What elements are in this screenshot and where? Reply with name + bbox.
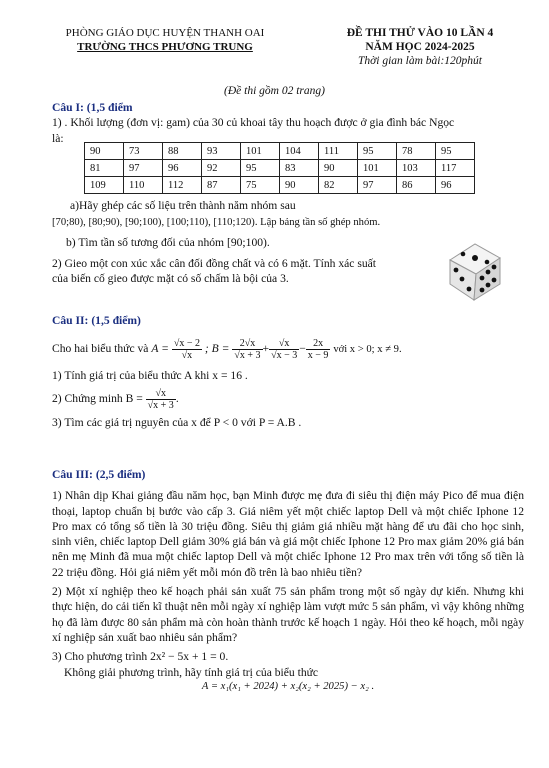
- dice-image: [444, 238, 506, 304]
- q1-task-a-2: [70;80), [80;90), [90;100), [100;110), [110;120). Lập bảng tần số ghép nhóm.: [52, 217, 381, 229]
- question-2: [52, 313, 524, 430]
- table-cell: 92: [202, 160, 241, 177]
- table-cell: 86: [397, 177, 436, 194]
- q3-part3-instruction: Không giải phương trình, hãy tính giá trị của biểu thức: [64, 665, 319, 679]
- table-cell: 96: [163, 160, 202, 177]
- table-cell: 110: [124, 177, 163, 194]
- q1-part1-text: 1) . Khối lượng (đơn vị: gam) của 30 củ khoai tây thu hoạch được ở gia đình bác Ngọc: [52, 116, 455, 130]
- question-1-heading: Câu I: (1,5 điểm: [52, 101, 133, 114]
- q1-part1-text-2: là:: [52, 131, 64, 145]
- q2-part3: 3) Tìm các giá trị nguyên của x để P < 0 với P = A.B .: [52, 415, 302, 429]
- table-cell: 103: [397, 160, 436, 177]
- table-cell: 78: [397, 143, 436, 160]
- exam-title: ĐỀ THI THỬ VÀO 10 LẦN 4: [346, 27, 494, 39]
- question-1: [52, 100, 524, 146]
- q3-part3: 3) Cho phương trình 2x² − 5x + 1 = 0.: [52, 650, 229, 664]
- q3-part1: 1) Nhân dịp Khai giảng đầu năm học, bạn Minh được mẹ đưa đi siêu thị điện máy Pico để mua điện thoại, laptop chuẩn bị bước vào cấp 3. Giá niêm yết một chiếc laptop Dell và một chiếc Iphone 12 Pro max có tổng số tiền là 30 triệu đồng. Siêu thị giảm giá nhiều mặt hàng để ưu đãi cho học sinh, sinh viên, chiếc laptop Dell giảm 30% giá bán và giá một chiếc Iphone 12 Pro max giảm 20% giá bán nên mẹ Minh đã mua một chiếc laptop Dell và một chiếc Iphone 12 Pro max trên với tổng số tiền là 22 triệu đồng. Hỏi giá niêm yết mỗi món đồ trên là bao nhiêu tiền?: [52, 489, 524, 579]
- table-row: [85, 177, 475, 194]
- table-cell: 112: [163, 177, 202, 194]
- page-count-note: (Đề thi gồm 02 trang): [224, 85, 325, 97]
- table-cell: 97: [124, 160, 163, 177]
- q2-intro: Cho hai biểu thức và A = $\frac{√x - 2}{√x}$ ; B = $\frac{2√x}{√x + 3}$ + $\frac{√x}{√x - 3}$ − $\frac{2x}{x - 9}$ với x > 0; x ≠ 9.: [52, 338, 402, 362]
- q2-part2: 2) Chứng minh B = $\frac{√x}{√x + 3}$ .: [52, 387, 179, 411]
- question-3-heading: Câu III: (2,5 điểm): [52, 468, 146, 481]
- exam-time: Thời gian làm bài:120phút: [357, 55, 483, 67]
- q3-part3-expression: A = x₁(x₁ + 2024) + x₂(x₂ + 2025) − x₂ .: [201, 680, 375, 692]
- table-cell: 104: [280, 143, 319, 160]
- exam-header: [0, 26, 549, 82]
- table-cell: 88: [163, 143, 202, 160]
- header-left: [50, 26, 280, 54]
- q1-task-a-1: a)Hãy ghép các số liệu trên thành năm nhóm sau: [70, 199, 296, 212]
- table-cell: 93: [202, 143, 241, 160]
- q1-part2-2: của biến cố gieo được mặt có số chấm là bội của 3.: [52, 271, 289, 285]
- table-cell: 90: [280, 177, 319, 194]
- school-name: TRƯỜNG THCS PHƯƠNG TRUNG: [77, 41, 253, 53]
- school-year: NĂM HỌC 2024-2025: [365, 41, 475, 53]
- expr-b-term1: $\frac{2√x}{√x + 3}$: [234, 338, 261, 362]
- weight-data-table: [84, 142, 475, 194]
- expr-b-term2: $\frac{√x}{√x - 3}$: [271, 338, 298, 362]
- table-cell: 90: [319, 160, 358, 177]
- table-cell: 101: [241, 143, 280, 160]
- q1-part2-1: 2) Gieo một con xúc xắc cân đối đồng chất và có 6 mặt. Tính xác suất: [52, 256, 376, 270]
- table-cell: 95: [241, 160, 280, 177]
- question-2-heading: Câu II: (1,5 điểm): [52, 314, 141, 327]
- q3-part2: 2) Một xí nghiệp theo kế hoạch phải sản xuất 75 sản phẩm trong một số ngày dự kiến. Nhưng khi thực hiện, do cải tiến kĩ thuật nên mỗi ngày xí nghiệp làm vượt mức 5 sản phẩm, vì vậy không những họ đã làm được 80 sản phẩm mà còn hoàn thành trước kế hoạch 1 ngày. Hỏi theo kế hoạch, mỗi ngày xí nghiệp sản xuất bao nhiêu sản phẩm?: [52, 585, 524, 644]
- table-row: [85, 143, 475, 160]
- department-name: PHÒNG GIÁO DỤC HUYỆN THANH OAI: [65, 27, 265, 39]
- table-cell: 87: [202, 177, 241, 194]
- table-cell: 81: [85, 160, 124, 177]
- table-cell: 82: [319, 177, 358, 194]
- header-right: [305, 26, 535, 68]
- table-cell: 109: [85, 177, 124, 194]
- question-3: [52, 467, 524, 694]
- table-cell: 83: [280, 160, 319, 177]
- q2-part1: 1) Tính giá trị của biểu thức A khi x = 16 .: [52, 369, 248, 383]
- table-cell: 101: [358, 160, 397, 177]
- table-cell: 117: [436, 160, 475, 177]
- table-cell: 97: [358, 177, 397, 194]
- expr-b-term3: $\frac{2x}{x - 9}$: [307, 338, 329, 362]
- table-cell: 96: [436, 177, 475, 194]
- table-cell: 90: [85, 143, 124, 160]
- table-row: [85, 160, 475, 177]
- table-cell: 95: [358, 143, 397, 160]
- table-cell: 75: [241, 177, 280, 194]
- table-cell: 73: [124, 143, 163, 160]
- expr-a: $\frac{√x - 2}{√x}$: [173, 338, 200, 362]
- table-cell: 95: [436, 143, 475, 160]
- table-cell: 111: [319, 143, 358, 160]
- q1-task-b: b) Tìm tần số tương đối của nhóm [90;100).: [66, 236, 270, 250]
